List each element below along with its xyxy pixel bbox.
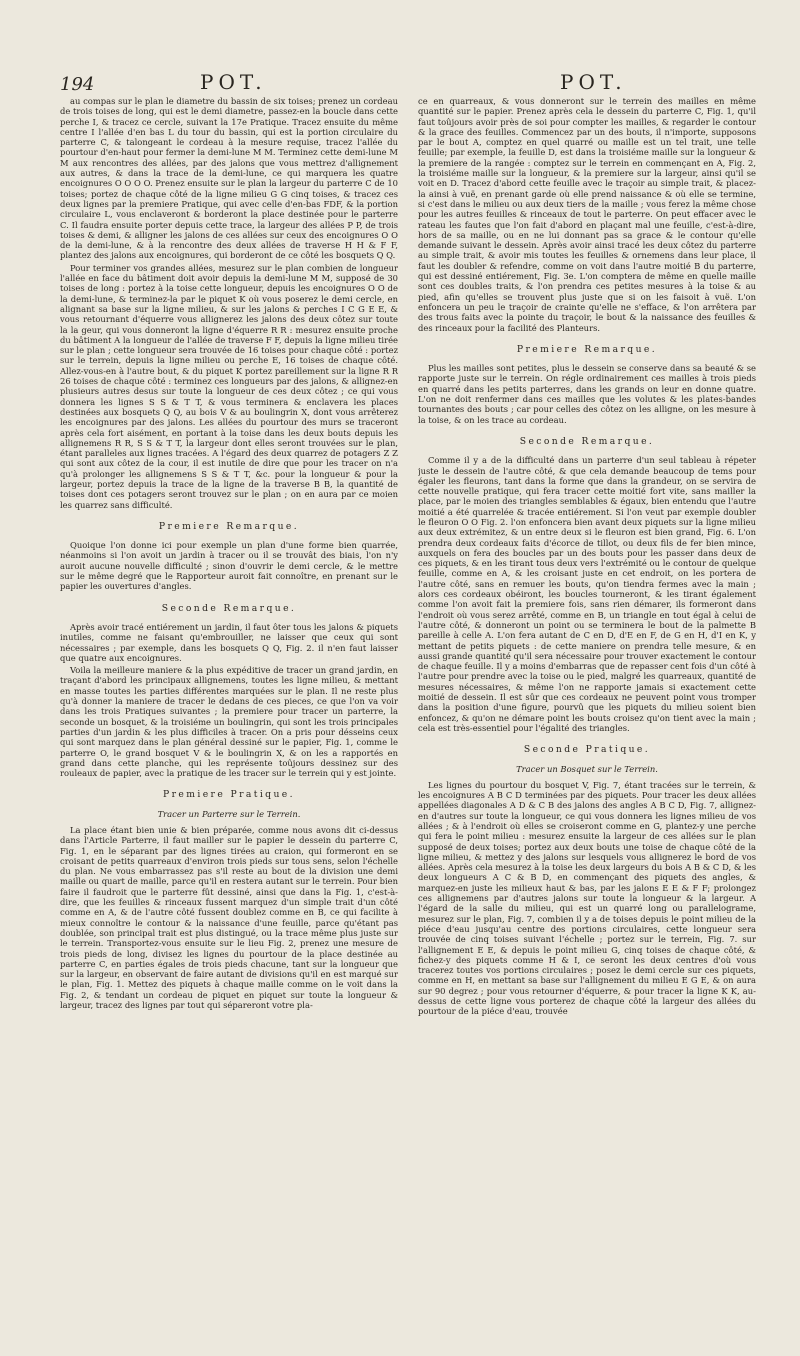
page-number: 194	[60, 74, 95, 95]
paragraph: Les lignes du pourtour du bosquet V, Fig. 7, étant tracées sur le terrein, & les encoignures A B C D terminées par des piquets. Pour tracer les deux allées appellées diagonales A D & C B des jalons des angles A B C D, Fig. 7, allignez-en d'autres sur toute la longueur, ce qui vous donnera les lignes milieu de vos allées ; & à l'endroit où elles se croiseront comme en G, plantez-y une perche qui fera le point milieu : mesurez ensuite la largeur de ces allées sur le plan supposé de deux toises; portez aux deux bouts une toise de chaque côté de la ligne milieu, & mettez y des jalons sur lesquels vous allignerez le bord de vos allées. Après cela mesurez à la toise les deux largeurs du bois A B & C D, & les deux longueurs A C & B D, en commençant des piquets des angles, & marquez-en juste les milieux haut & bas, par les jalons E E & F F; prolongez ces allignemens par d'autres jalons sur toute la longueur & la largeur. A l'égard de la salle du milieu, qui est un quarré long ou parallelograme, mesurez sur le plan, Fig. 7, combien il y a de toises depuis le point milieu de la piéce d'eau jusqu'au centre des portions circulaires, cette longueur sera trouvée de cinq toises suivant l'échelle ; portez sur le terrein, Fig. 7. sur l'allignement E E, & depuis le point milieu G, cinq toises de chaque côté, & fichez-y des piquets comme H & I, ce seront les deux centres d'où vous tracerez toutes vos portions circulaires ; posez le demi cercle sur ces piquets, comme en H, en mettant sa base sur l'allignement du milieu E G E, & on aura sur 90 degrez ; pour vous retourner d'équerre, & pour tracer la ligne K K, au-dessus de cette ligne vous porterez de chaque côté la largeur des allées du pourtour de la piéce d'eau, trouvée	[418, 779, 756, 1017]
paragraph: au compas sur le plan le diametre du bassin de six toises; prenez un cordeau de trois toises de long, qui est le demi diametre, passez-en la boucle dans cette perche I, & tracez ce cercle, suivant la 17e Pratique. Tracez ensuite du même centre I l'allée d'en bas L du tour du bassin, qui est la portion circulaire du parterre C, & talongeant le cordeau à la mesure requise, tracez l'allée du pourtour d'en-haut pour fermer la demi-lune M M. Terminez cette demi-lune M M aux rencontres des allées, par des jalons que vous mettrez d'allignement aux autres, & dans la trace de la demi-lune, ce qui marquera les quatre encoignures O O O O. Prenez ensuite sur le plan la largeur du parterre C de 10 toises; portez de chaque côté de la ligne milieu G G cinq toises, & tracez ces deux lignes par la premiere Pratique, qui avec celle d'en-bas FDF, & la portion circulaire L, vous enclaveront & borderont la place destinée pour le parterre C. Il faudra ensuite porter depuis cette trace, la largeur des allées P P, de trois toises & demi, & alligner les jalons de ces allées sur ceux des encoignures O O de la demi-lune, & à la rencontre des deux allées de traverse H H & F F, plantez des jalons aux encoignures, qui borderont de ce côté les bosquets Q Q.	[60, 96, 398, 261]
paragraph: La place étant bien unie & bien préparée, comme nous avons dit ci-dessus dans l'Article Parterre, il faut mailler sur le papier le dessein du parterre C, Fig. 1, en le séparant par des lignes tirées au craion, qui formeront en se croisant de petits quarreaux d'environ trois pieds sur tous sens, selon l'échelle du plan. Ne vous embarrassez pas s'il reste au bout de la division une demi maille ou quart de maille, parce qu'il en restera autant sur le terrein. Pour bien faire il faudroit que le parterre fût dessiné, ainsi que dans la Fig. 1, c'est-à-dire, que les feuilles & rinceaux fussent marquez d'un simple trait d'un côté comme en A, & de l'autre côté fussent doublez comme en B, ce qui facilite à mieux connoître le contour & la naissance d'une feuille, parce qu'étant pas doublée, son principal trait est plus distingué, ou la trace même plus juste sur le terrein. Transportez-vous ensuite sur le lieu Fig. 2, prenez une mesure de trois pieds de long, divisez les lignes du pourtour de la place destinée au parterre C, en parties égales de trois pieds chacune, tant sur la longueur que sur la largeur, en observant de faire autant de divisions qu'il en est marqué sur le plan, Fig. 1. Mettez des piquets à chaque maille comme on le voit dans la Fig. 2, & tendant un cordeau de piquet en piquet sur toute la longueur & largeur, tracez des lignes par tout qui sépareront votre pla-	[60, 825, 398, 1011]
paragraph: Voila la meilleure maniere & la plus expéditive de tracer un grand jardin, en traçant d'abord les principaux allignemens, toutes les ligne milieu, & mettant en masse toutes les parties différentes marquées sur le plan. Il ne reste plus qu'à donner la maniere de tracer le dedans de ces pieces, ce que l'on va voir dans les trois Pratiques suivantes ; la premiere pour tracer un parterre, la seconde un bosquet, & la troisiéme un boulingrin, qui sont les trois principales parties d'un jardin & les plus difficiles à tracer. On a pris pour désseins ceux qui sont marquez dans le plan général dessiné sur le papier, Fig. 1, comme le parterre O, le grand bosquet V & le boulingrin X, & on les a rapportés en grand dans cette planche, qui les représente toûjours dessinez sur des rouleaux de papier, avec la pratique de les tracer sur le terrein qui y est jointe.	[60, 665, 398, 779]
section-heading: Seconde Pratique.	[523, 744, 651, 756]
section-subheading: Tracer un Parterre sur le Terrein.	[157, 808, 301, 819]
paragraph: Quoique l'on donne ici pour exemple un plan d'une forme bien quarrée, néanmoins si l'on avoit un jardin à tracer ou il se trouvât des biais, l'on n'y auroit aucune nouvelle difficulté ; sinon d'ouvrir le demi cercle, & le mettre sur le même degré que le Rapporteur auroit fait connoître, en prenant sur le papier les ouvertures d'angles.	[60, 540, 398, 592]
running-head-left: POT.	[200, 70, 267, 94]
paragraph: Plus les mailles sont petites, plus le dessein se conserve dans sa beauté & se rapporte juste sur le terrein. On régle ordinairement ces mailles à trois pieds en quarré dans les petits parterres, dans les grands on leur en donne quatre. L'on ne doit renfermer dans ces mailles que les volutes & les plates-bandes tournantes des bouts ; car pour celles des côtez on les alligne, on les mesure à la toise, & on les trace au cordeau.	[418, 363, 756, 425]
section-heading: Seconde Remarque.	[161, 602, 297, 614]
paragraph: Comme il y a de la difficulté dans un parterre d'un seul tableau à répeter juste le dessein de l'autre côté, & que cela demande beaucoup de tems pour égaler les fleurons, tant dans la forme que dans la grandeur, on se servira de cette nouvelle pratique, qui fera tracer cette moitié fort vite, sans mailler la place, par le moien des triangles semblables & égaux, bien entendu que l'autre moitié a été quarrelée & tracée entiérement. Si l'on veut par exemple doubler le fleuron O O Fig. 2. l'on enfoncera bien avant deux piquets sur la ligne milieu aux deux extrémitez, & un entre deux si le fleuron est bien grand, Fig. 6. L'on prendra deux cordeaux faits d'écorce de tillot, ou deux fils de fer bien mince, auxquels on fera des boucles par un des bouts pour les passer dans deux de ces piquets, & en les tirant tous deux vers l'extrémité ou le contour de quelque feuille, comme en A, & les croisant juste en cet endroit, on les portera de l'autre côté, sans en remuer les bouts, qu'on tiendra fermes avec la main ; alors ces cordeaux obéiront, les boucles tourneront, & les tirant également comme l'on avoit fait la premiere fois, sans rien démarer, ils formeront dans l'endroit où vous serez arrêté, comme en B, un triangle en tout égal à celui de l'autre côté, & donneront un point ou se terminera le bout de la palmette B pareille à celle A. L'on fera autant de C en D, d'E en F, de G en H, d'I en K, y mettant de petits piquets : de cette maniere on prendra telle mesure, & en aussi grande quantité qu'il sera nécessaire pour trouver exactement le contour de chaque feuille. Il y a moins d'embarras que de repasser cent fois d'un côté à l'autre pour prendre avec la toise ou le pied, malgré les quarreaux, quantité de mesures nécessaires, & même l'on ne rapporte jamais si exactement cette moitié de dessein. Il est sûr que ces cordeaux ne peuvent point vous tromper dans la position d'une figure, pourvû que les piquets du milieu soient bien enfoncez, & qu'on ne démare point les bouts croisez qu'on tient avec la main ; cela est très-essentiel pour l'égalité des triangles.	[418, 455, 756, 733]
right-column	[418, 96, 756, 1331]
section-subheading: Tracer un Bosquet sur le Terrein.	[516, 763, 658, 774]
paragraph: Après avoir tracé entiérement un jardin, il faut ôter tous les jalons & piquets inutiles, comme ne faisant qu'embrouiller, ne laisser que ceux qui sont nécessaires ; par exemple, dans les bosquets Q Q, Fig. 2. il n'en faut laisser que quatre aux encoignures.	[60, 621, 398, 663]
left-column	[60, 96, 398, 1331]
section-heading: Premiere Remarque.	[516, 343, 658, 355]
running-head-right: POT.	[560, 70, 627, 94]
section-heading: Seconde Remarque.	[519, 435, 655, 447]
page-header	[0, 70, 800, 96]
section-heading: Premiere Pratique.	[163, 789, 295, 801]
section-heading: Premiere Remarque.	[158, 520, 300, 532]
paragraph: Pour terminer vos grandes allées, mesurez sur le plan combien de longueur l'allée en face du bâtiment doit avoir depuis la demi-lune M M, supposé de 30 toises de long : portez à la toise cette longueur, depuis les encoignures O O de la demi-lune, & terminez-la par le piquet K où vous poserez le demi cercle, en alignant sa base sur la ligne milieu, & sur les jalons & perches I C G E E, & vous retournant d'équerre vous allignerez les jalons des deux côtez sur toute la la geur, qui vous donneront la ligne d'équerre R R : mesurez ensuite proche du bâtiment A la longueur de l'allée de traverse F F, depuis la ligne milieu tirée sur le plan ; cette longueur sera trouvée de 16 toises pour chaque côté : portez sur le terrein, depuis la ligne milieu ou perche E, 16 toises de chaque côté. Allez-vous-en à l'autre bout, & du piquet K portez pareillement sur la ligne R R 26 toises de chaque côté : terminez ces longueurs par des jalons, & allignez-en plusieurs autres desus sur toute la longueur de ces deux côtez ; ce qui vous donnera les lignes S S & T T, & vous terminera & enclavera les places destinées aux bosquets Q Q, au bois V & au boulingrin X, dont vous arrêterez les encoignures par des jalons. Les allées du pourtour des murs se traceront après cela fort aisément, en portant à la toise dans les deux bouts depuis les allignemens R R, S S & T T, la largeur dont elles seront trouvées sur le plan, étant paralleles aux lignes tracées. A l'égard des deux quarrez de potagers Z Z qui sont aux côtez de la cour, il est inutile de dire que pour les tracer on n'a qu'à prolonger les allignemens S S & T T, &c. pour la longueur & pour la largeur, portez depuis la trace de la ligne de la traverse B B, la quantité de toises dont ces potagers seront trouvez sur le plan ; on en aura par ce moien les quarrez sans difficulté.	[60, 262, 398, 510]
paragraph: ce en quarreaux, & vous donneront sur le terrein des mailles en même quantité sur le papier. Prenez après cela le dessein du parterre C, Fig. 1, qu'il faut toûjours avoir près de soi pour compter les mailles, & regarder le contour & la grace des feuilles. Commencez par un des bouts, il n'importe, supposons par le bout A, comptez en quel quarré ou maille est un tel trait, une telle feuille; par exemple, la feuille D, est dans la troisiéme maille sur la longueur & la premiere de la rangée : comptez sur le terrein en commençant en A, Fig. 2, la troisiéme maille sur la longueur, & la premiere sur la largeur, ainsi qu'il se voit en D. Tracez d'abord cette feuille avec le traçoir au simple trait, & placez-la ainsi à vuë, en prenant garde où elle prend naissance & où elle se termine, si c'est dans le milieu ou aux deux tiers de la maille ; vous ferez la même chose pour les autres feuilles & rinceaux de tout le parterre. On peut effacer avec le rateau les fautes que l'on fait d'abord en plaçant mal une feuille, c'est-à-dire, hors de sa maille, ou en ne lui donnant pas sa grace & le contour qu'elle demande suivant le dessein. Après avoir ainsi tracé les deux côtez du parterre au simple trait, & avoir mis toutes les feuilles & ornemens dans leur place, il faut les doubler & refendre, comme on voit dans l'autre moitié B du parterre, qui est dessiné entiérement, Fig. 3e. L'on comptera de même en quelle maille sont ces doubles traits, & l'on prendra ces petites mesures à la toise & au pied, afin qu'elles se trouvent plus juste que si on les faisoit à vuë. L'on enfoncera un peu le traçoir de crainte qu'elle ne s'efface, & l'on arrêtera par des trous faits avec la pointe du traçoir, le bout & la naissance des feuilles & des rinceaux pour la facilité des Planteurs.	[418, 96, 756, 333]
